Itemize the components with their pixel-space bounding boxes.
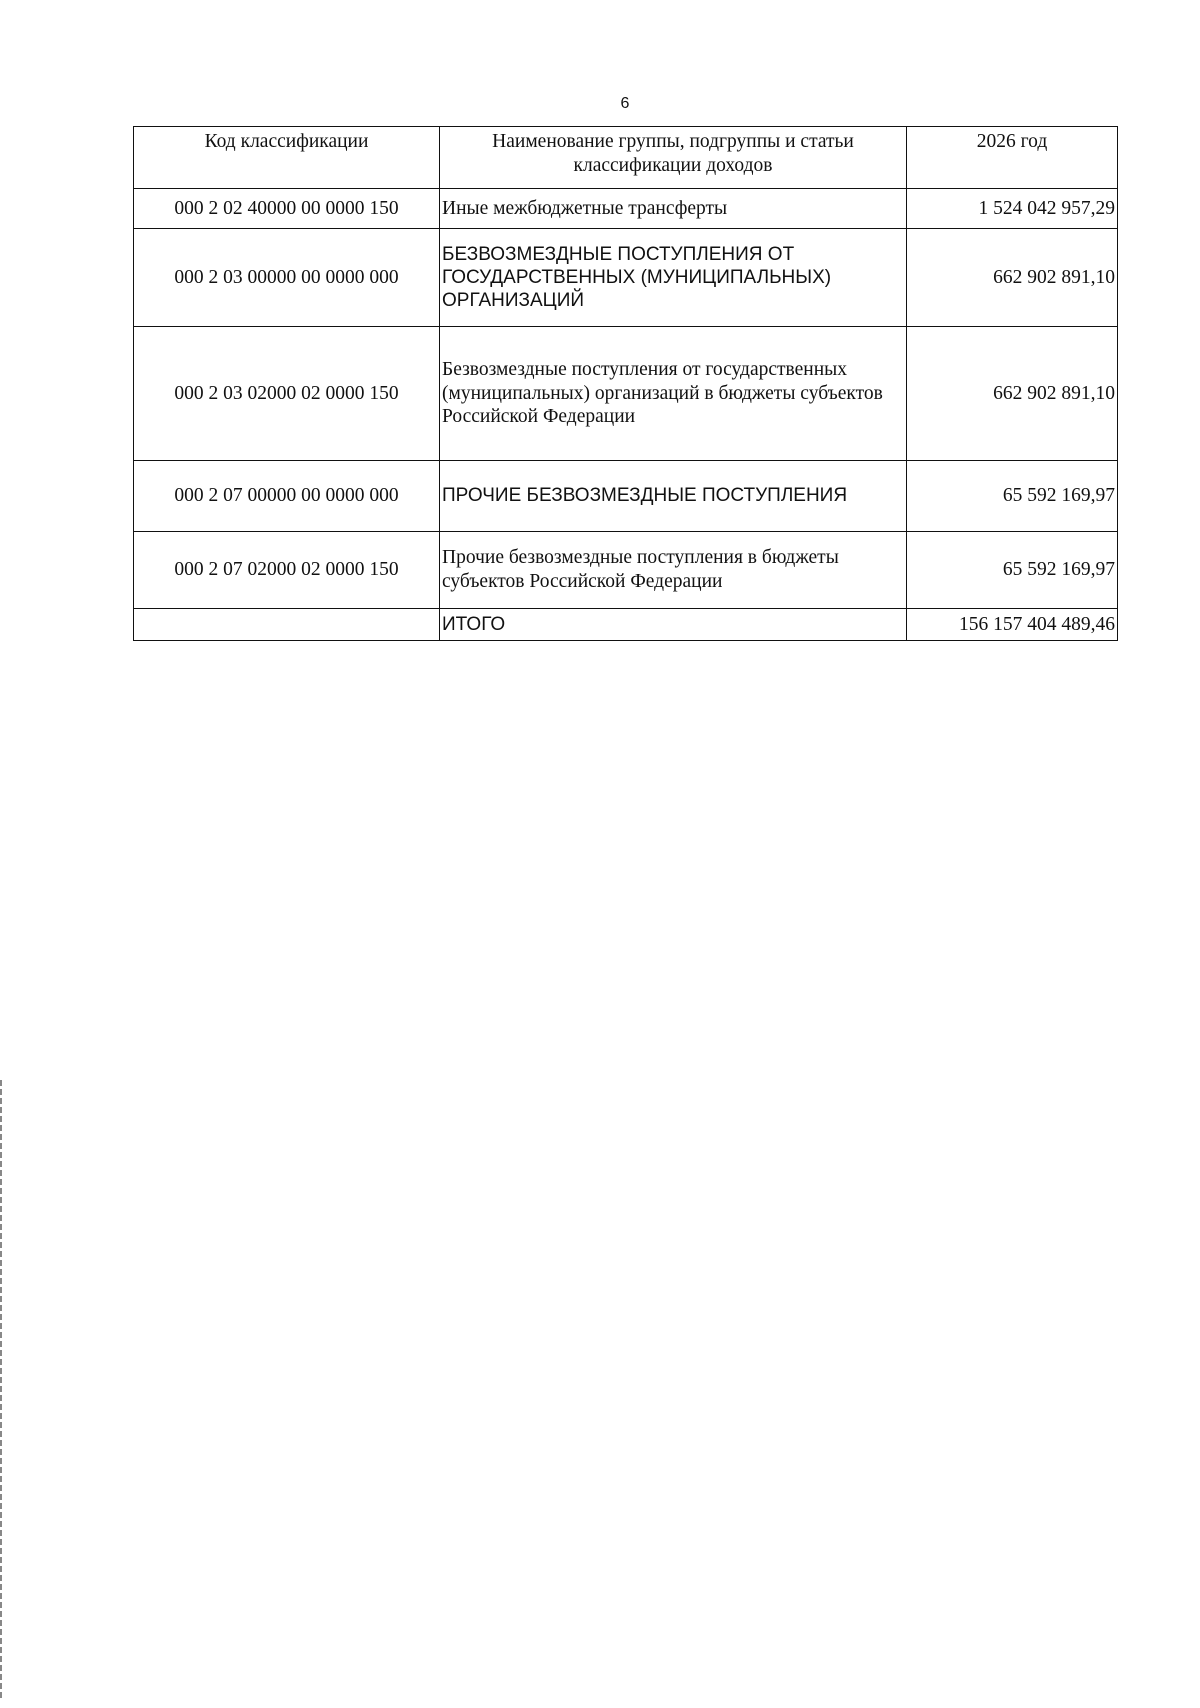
table-row xyxy=(134,189,1118,229)
classification-code: 000 2 07 00000 00 0000 000 xyxy=(134,461,440,532)
total-code xyxy=(134,609,440,641)
amount: 662 902 891,10 xyxy=(907,327,1118,461)
header-code: Код классификации xyxy=(134,127,440,189)
classification-name: Безвозмездные поступления от государственных (муниципальных) организаций в бюджеты субъектов Российской Федерации xyxy=(440,327,907,461)
table-row xyxy=(134,229,1118,327)
table-row xyxy=(134,532,1118,609)
amount: 65 592 169,97 xyxy=(907,532,1118,609)
total-row xyxy=(134,609,1118,641)
classification-name: ПРОЧИЕ БЕЗВОЗМЕЗДНЫЕ ПОСТУПЛЕНИЯ xyxy=(440,461,907,532)
scan-edge-artifact xyxy=(0,1080,2,1700)
header-year: 2026 год xyxy=(907,127,1118,189)
classification-code: 000 2 07 02000 02 0000 150 xyxy=(134,532,440,609)
page-number: 6 xyxy=(620,95,630,112)
classification-code: 000 2 02 40000 00 0000 150 xyxy=(134,189,440,229)
header-name: Наименование группы, подгруппы и статьи классификации доходов xyxy=(440,127,907,189)
table-header-row xyxy=(134,127,1118,189)
total-amount: 156 157 404 489,46 xyxy=(907,609,1118,641)
amount: 1 524 042 957,29 xyxy=(907,189,1118,229)
income-classification-table xyxy=(133,126,1118,641)
table-row xyxy=(134,327,1118,461)
classification-name: Иные межбюджетные трансферты xyxy=(440,189,907,229)
classification-code: 000 2 03 02000 02 0000 150 xyxy=(134,327,440,461)
table-row xyxy=(134,461,1118,532)
total-label: ИТОГО xyxy=(440,609,907,641)
classification-code: 000 2 03 00000 00 0000 000 xyxy=(134,229,440,327)
amount: 662 902 891,10 xyxy=(907,229,1118,327)
amount: 65 592 169,97 xyxy=(907,461,1118,532)
classification-name: БЕЗВОЗМЕЗДНЫЕ ПОСТУПЛЕНИЯ ОТ ГОСУДАРСТВЕННЫХ (МУНИЦИПАЛЬНЫХ) ОРГАНИЗАЦИЙ xyxy=(440,229,907,327)
classification-name: Прочие безвозмездные поступления в бюджеты субъектов Российской Федерации xyxy=(440,532,907,609)
